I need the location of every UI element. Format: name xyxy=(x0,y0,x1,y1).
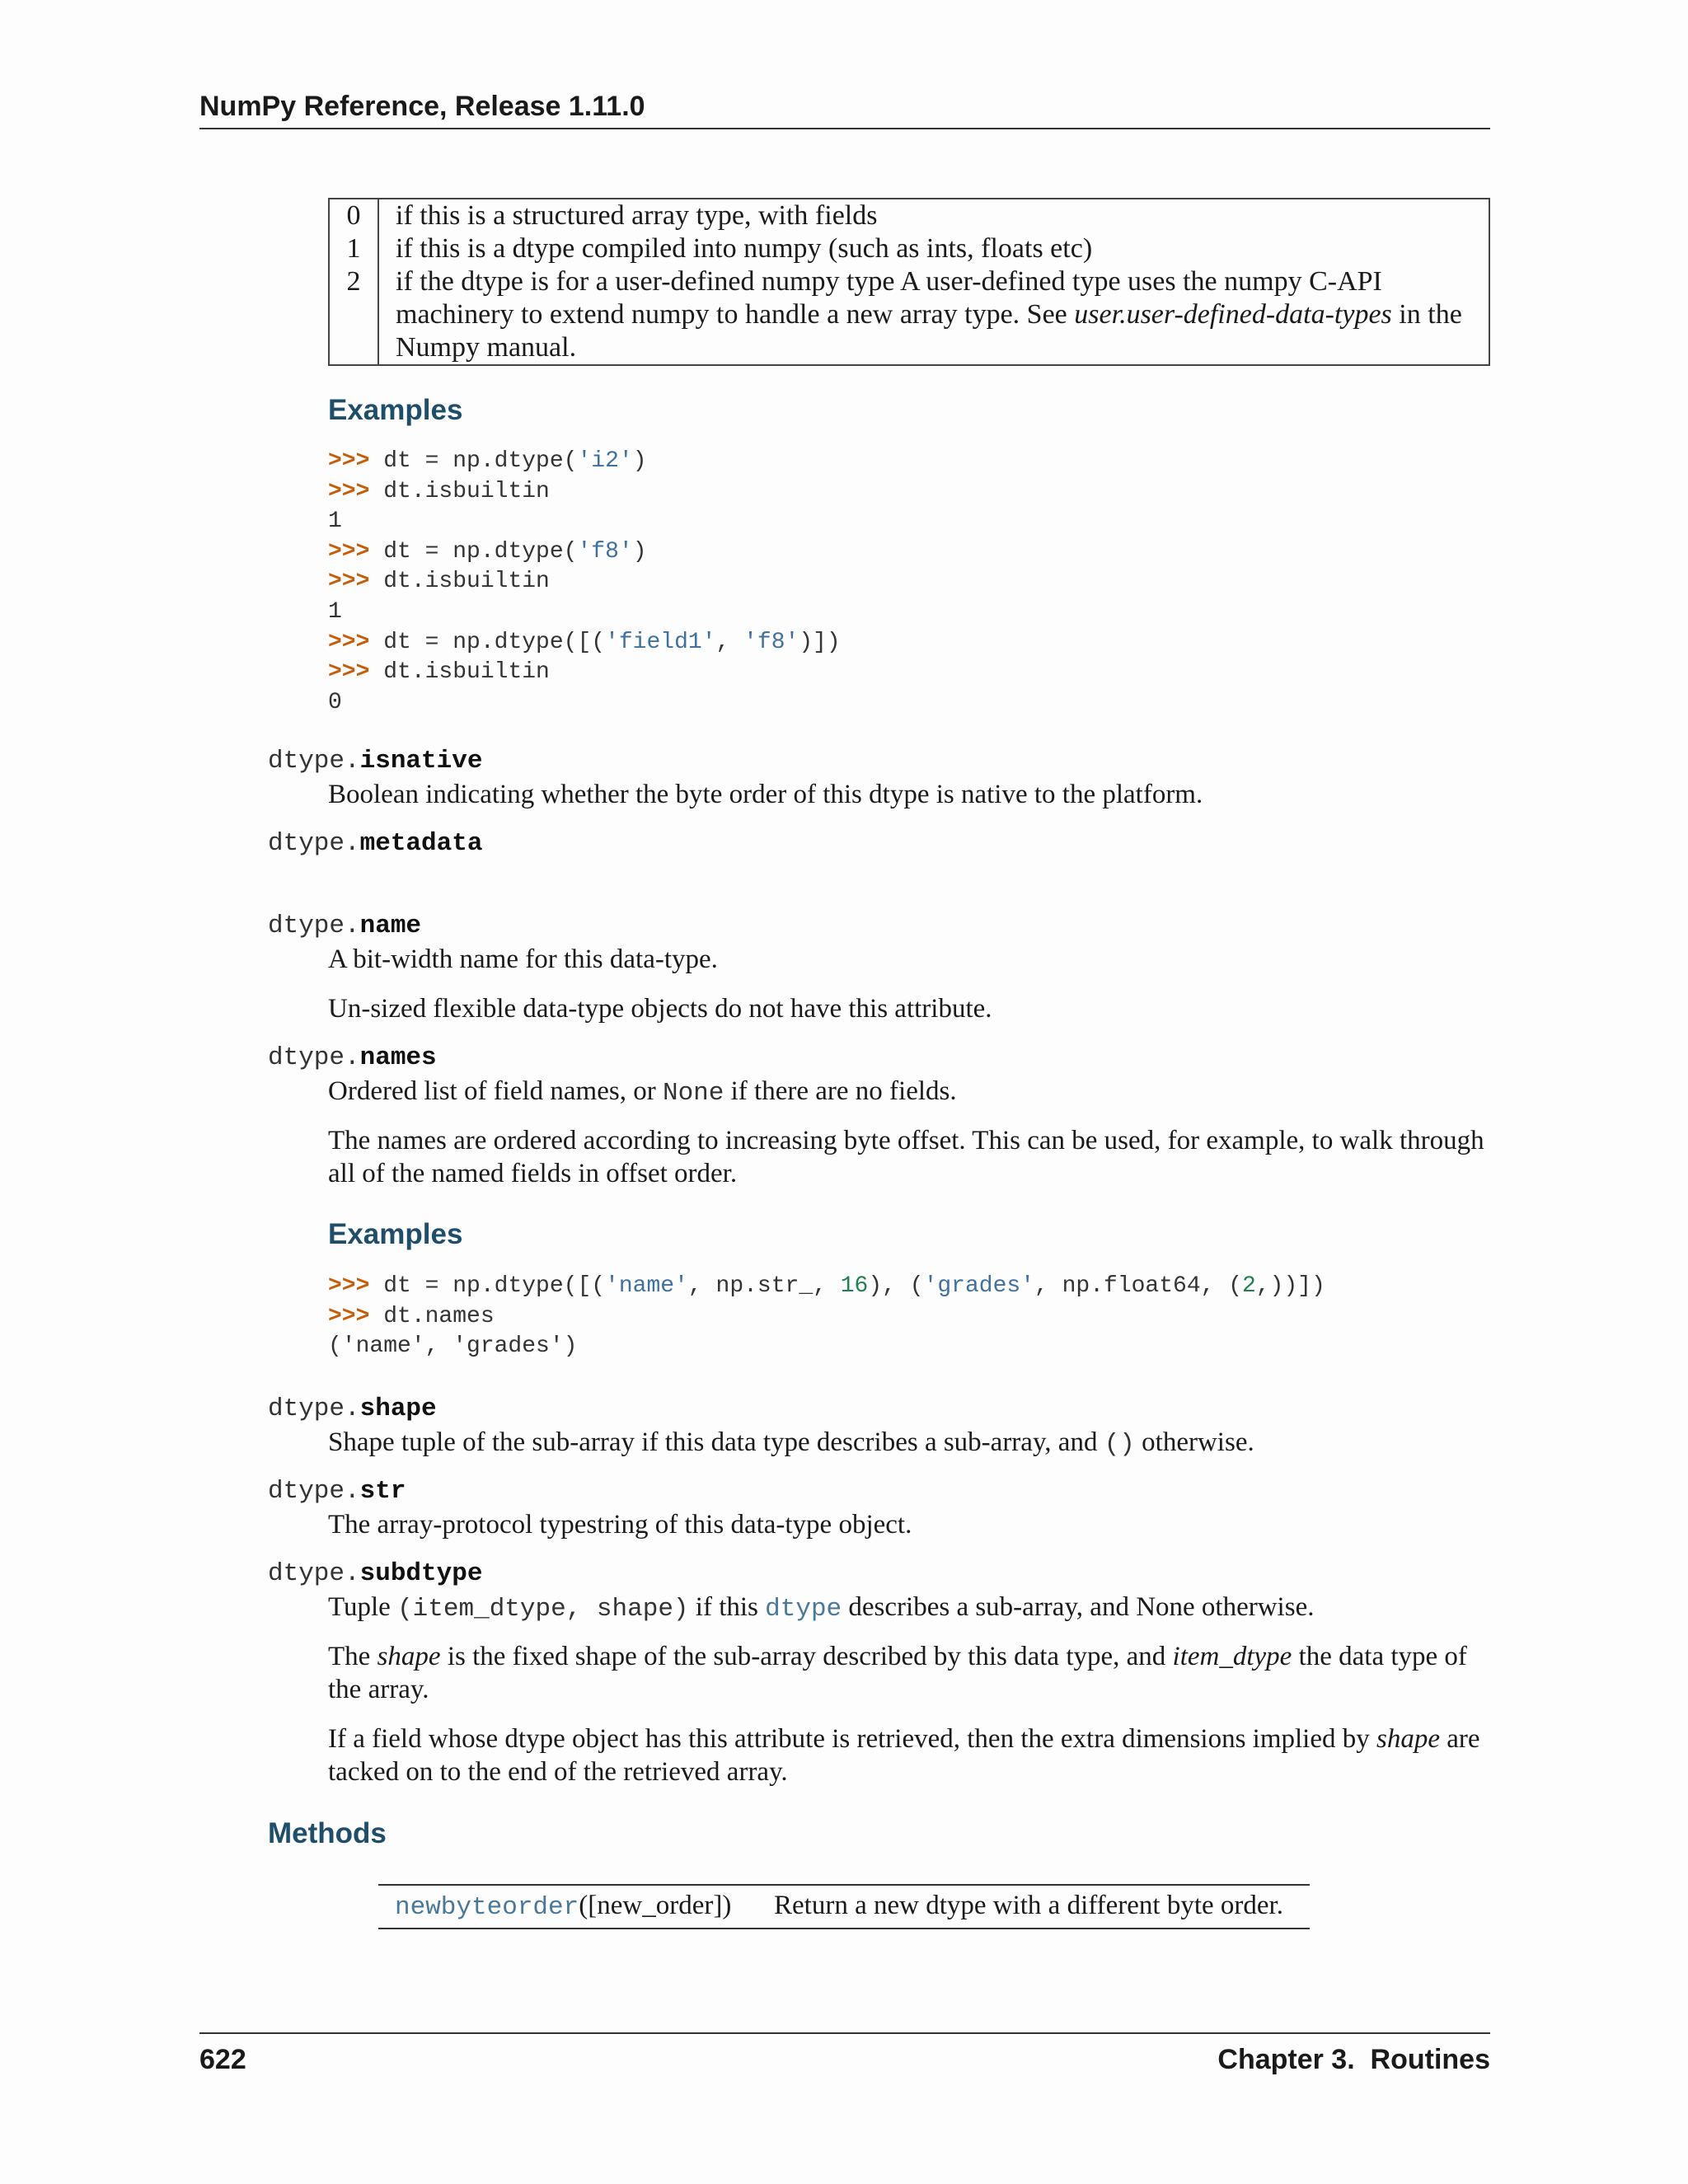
prompt: >>> xyxy=(328,1303,370,1329)
attr-subdtype-desc2 xyxy=(328,1640,1490,1706)
page-header xyxy=(199,91,1490,129)
prompt: >>> xyxy=(328,569,370,595)
emphasis: shape xyxy=(377,1642,441,1671)
attr-name: names xyxy=(359,1043,437,1072)
desc-text: If a field whose dtype object has this attribute is retrieved, then the extra dimensions implied by xyxy=(328,1724,1376,1754)
desc-text: The xyxy=(328,1642,377,1671)
attr-shape-signature xyxy=(268,1394,437,1423)
isbuiltin-values-table xyxy=(328,198,1490,366)
attr-names-desc2: The names are ordered according to increasing byte offset. This can be used, for example, to walk through all of the named fields in offset order. xyxy=(328,1126,1484,1188)
page-footer xyxy=(199,2032,1490,2076)
method-args: ([new_order]) xyxy=(579,1891,732,1920)
code-text: , xyxy=(715,629,744,655)
attr-class-prefix: dtype. xyxy=(268,747,360,776)
prompt: >>> xyxy=(328,659,370,686)
attr-class-prefix: dtype. xyxy=(268,1559,360,1588)
code-text: dt.isbuiltin xyxy=(369,569,550,595)
table-cell-desc: if this is a structured array type, with fields xyxy=(396,200,878,231)
code-number: 2 xyxy=(1242,1273,1256,1299)
code-text: dt = np.dtype( xyxy=(369,448,578,474)
table-cell-value: 1 xyxy=(329,232,378,265)
attr-isnative-signature xyxy=(268,747,482,776)
table-row xyxy=(378,1886,1310,1928)
desc-text: if the dtype is for a user-defined numpy type A user-defined type uses the numpy C-API machinery to extend numpy to handle a new array type. See xyxy=(396,266,1382,330)
code-text: )]) xyxy=(799,629,841,655)
attr-name: shape xyxy=(359,1394,437,1423)
code-string: 'f8' xyxy=(577,538,633,565)
desc-text: if there are no fields. xyxy=(724,1076,957,1106)
table-cell-desc xyxy=(378,265,1489,365)
prompt: >>> xyxy=(328,478,370,504)
examples-heading: Examples xyxy=(328,394,463,426)
code-string: 'name' xyxy=(605,1273,688,1299)
attr-shape-desc xyxy=(328,1426,1490,1461)
desc-text: the data type of the array. xyxy=(328,1642,1467,1704)
method-desc: Return a new dtype with a different byte order. xyxy=(774,1891,1283,1920)
attr-str-desc: The array-protocol typestring of this data-type object. xyxy=(328,1510,912,1540)
table-row xyxy=(329,232,1489,265)
examples-heading: Examples xyxy=(328,1218,463,1250)
newbyteorder-link[interactable]: newbyteorder xyxy=(395,1893,579,1922)
code-output: 1 xyxy=(328,509,342,535)
attr-name: str xyxy=(359,1477,406,1506)
table-row xyxy=(329,265,1489,365)
dtype-link[interactable]: dtype xyxy=(765,1595,842,1624)
table-cell-value: 2 xyxy=(329,265,378,365)
desc-text: describes a sub-array, and None otherwise. xyxy=(842,1592,1315,1622)
attr-class-prefix: dtype. xyxy=(268,829,360,858)
code-text: dt = np.dtype([( xyxy=(369,1273,606,1299)
desc-text: in the Numpy manual. xyxy=(396,299,1462,363)
table-row xyxy=(329,199,1489,232)
code-string: 'f8' xyxy=(743,629,799,655)
attr-name: isnative xyxy=(359,747,483,776)
attr-subdtype-desc1 xyxy=(328,1591,1490,1626)
inline-code: () xyxy=(1104,1430,1135,1459)
code-text: ,))]) xyxy=(1255,1273,1325,1299)
prompt: >>> xyxy=(328,448,370,474)
code-output: 1 xyxy=(328,598,342,625)
emphasis: shape xyxy=(1376,1724,1440,1754)
attr-name: name xyxy=(359,912,422,940)
attr-name: subdtype xyxy=(359,1559,483,1588)
attr-isnative-desc: Boolean indicating whether the byte order of this dtype is native to the platform. xyxy=(328,780,1203,809)
code-text: ) xyxy=(632,538,647,565)
cross-reference-link[interactable]: user.user-defined-data-types xyxy=(1074,299,1392,330)
prompt: >>> xyxy=(328,538,370,565)
attr-name-signature xyxy=(268,912,421,940)
code-text: ), ( xyxy=(868,1273,924,1299)
code-block-examples-2 xyxy=(328,1272,1325,1362)
code-output: 0 xyxy=(328,689,342,715)
attr-class-prefix: dtype. xyxy=(268,912,360,940)
attr-names-desc1 xyxy=(328,1075,1490,1110)
code-text: dt.isbuiltin xyxy=(369,478,550,504)
desc-text: if this xyxy=(688,1592,766,1622)
methods-heading: Methods xyxy=(268,1817,387,1849)
code-text: dt.isbuiltin xyxy=(369,659,550,686)
attr-metadata-signature xyxy=(268,829,482,858)
attr-subdtype-desc3 xyxy=(328,1722,1490,1788)
page-number: 622 xyxy=(199,2044,246,2075)
attr-name-desc1: A bit-width name for this data-type. xyxy=(328,944,718,974)
table-cell-value: 0 xyxy=(329,199,378,232)
code-text: dt.names xyxy=(369,1303,495,1329)
code-text: dt = np.dtype([( xyxy=(369,629,606,655)
attr-class-prefix: dtype. xyxy=(268,1394,360,1423)
methods-table xyxy=(378,1884,1310,1929)
inline-code: (item_dtype, shape) xyxy=(397,1595,689,1624)
desc-text: is the fixed shape of the sub-array described by this data type, and xyxy=(440,1642,1173,1671)
inline-code: None xyxy=(662,1079,724,1108)
code-output: ('name', 'grades') xyxy=(328,1333,578,1360)
prompt: >>> xyxy=(328,1273,370,1299)
attr-str-signature xyxy=(268,1477,406,1506)
desc-text: Tuple xyxy=(328,1592,398,1622)
table-cell-desc: if this is a dtype compiled into numpy (such as ints, floats etc) xyxy=(396,233,1093,264)
header-title: NumPy Reference, Release 1.11.0 xyxy=(199,91,645,122)
attr-class-prefix: dtype. xyxy=(268,1043,360,1072)
desc-text: are tacked on to the end of the retrieved array. xyxy=(328,1724,1480,1787)
code-text: , np.float64, ( xyxy=(1034,1273,1243,1299)
code-string: 'i2' xyxy=(577,448,633,474)
attr-name: metadata xyxy=(359,829,483,858)
code-string: 'grades' xyxy=(923,1273,1034,1299)
desc-text: otherwise. xyxy=(1134,1427,1254,1457)
code-text: dt = np.dtype( xyxy=(369,538,578,565)
code-number: 16 xyxy=(840,1273,869,1299)
attr-names-signature xyxy=(268,1043,437,1072)
method-signature xyxy=(395,1889,774,1924)
attr-subdtype-signature xyxy=(268,1559,482,1588)
code-string: 'field1' xyxy=(605,629,716,655)
code-text: ) xyxy=(632,448,647,474)
attr-name-desc2: Un-sized flexible data-type objects do not have this attribute. xyxy=(328,994,992,1024)
desc-text: Ordered list of field names, or xyxy=(328,1076,663,1106)
desc-text: Shape tuple of the sub-array if this data type describes a sub-array, and xyxy=(328,1427,1104,1457)
chapter-title: Chapter 3. Routines xyxy=(1217,2044,1490,2075)
attr-class-prefix: dtype. xyxy=(268,1477,360,1506)
prompt: >>> xyxy=(328,629,370,655)
code-text: , np.str_, xyxy=(687,1273,841,1299)
code-block-examples-1 xyxy=(328,447,841,718)
emphasis: item_dtype xyxy=(1172,1642,1292,1671)
